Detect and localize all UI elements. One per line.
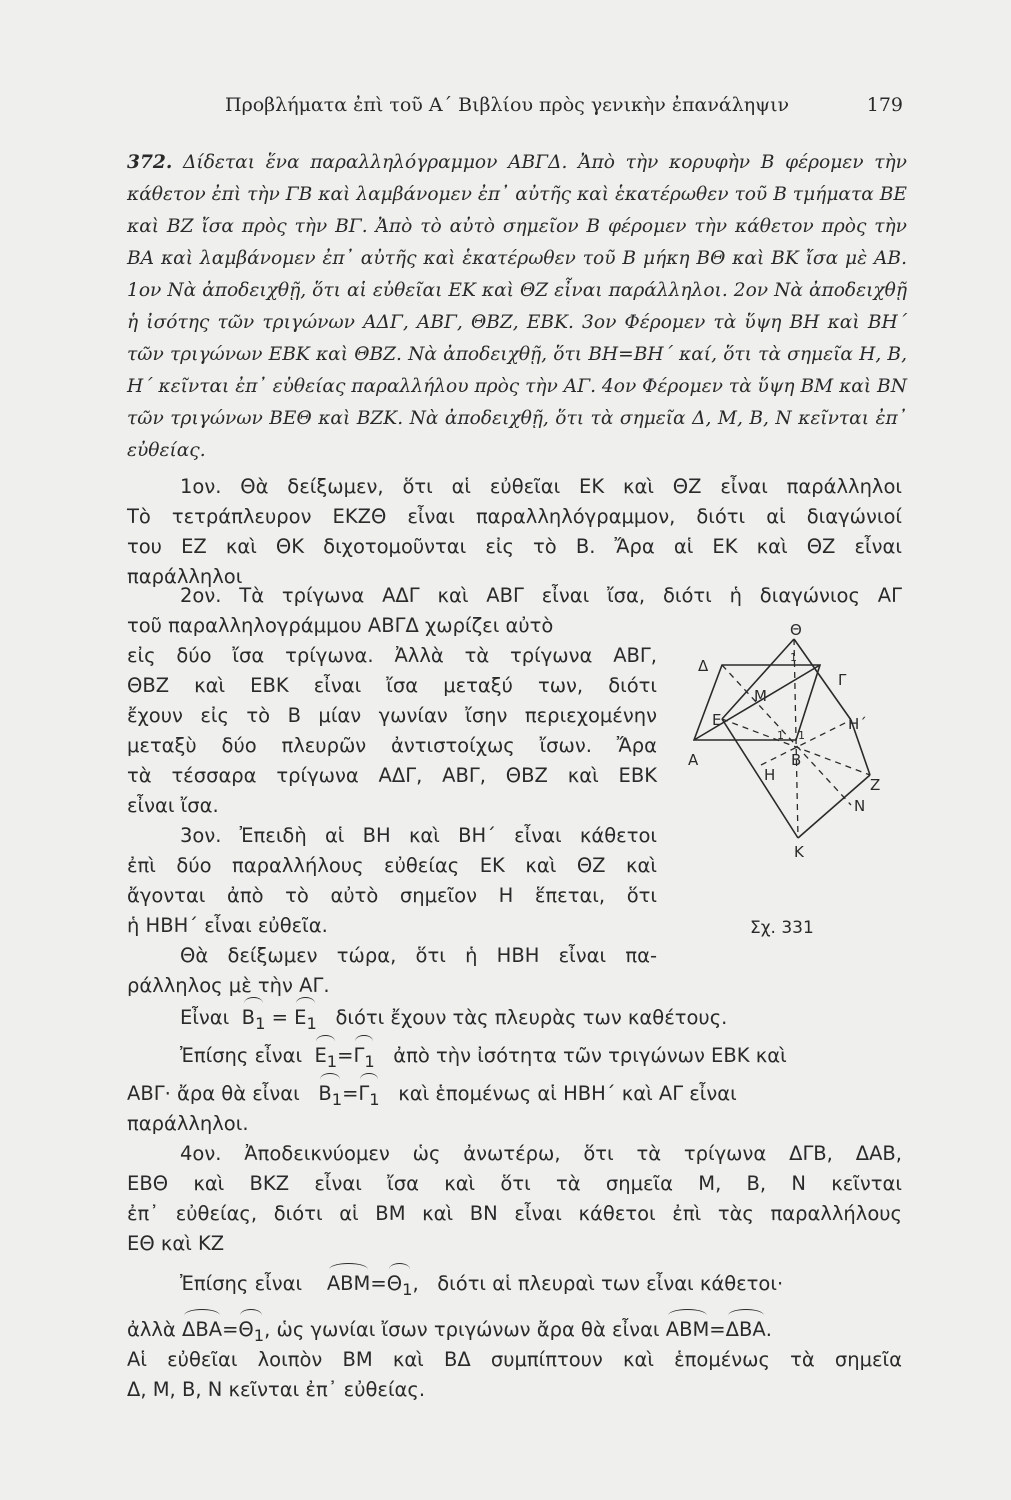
label-sub-1: 1 [777,729,784,742]
label-a: Α [688,751,699,769]
equation-line [180,1006,727,1033]
text-line: παράλληλοι. [127,1112,249,1135]
text-line: ἐπ᾽ εὐθείας, διότι αἱ ΒΜ καὶ ΒΝ εἶναι κάθετοι ἐπὶ τὰς παραλλήλους [127,1202,902,1225]
label-gamma: Γ [838,671,847,689]
eq-post: ἀπὸ τὴν ἰσότητα τῶν τριγώνων ΕΒΚ καὶ [393,1044,787,1067]
label-delta: Δ [698,657,709,675]
label-e: Ε [712,711,722,729]
page-number: 179 [866,94,903,116]
angle-symbol: $\Theta_1$ [386,1272,413,1299]
text-line: 3ον. Ἐπειδὴ αἱ ΒΗ καὶ ΒΗ΄ εἶναι κάθετοι [180,824,657,847]
problem-statement [127,147,907,467]
text-line: παράλληλοι [127,565,243,588]
label-z: Ζ [870,776,881,794]
text-line: 1ον. Θὰ δείξωμεν, ὅτι αἱ εὐθεῖαι ΕΚ καὶ ΘΖ εἶναι παράλληλοι [180,475,902,498]
problem-text: Δίδεται ἕνα παραλληλόγραμμον ΑΒΓΔ. Ἀπὸ τὴν κορυφὴν Β φέρομεν τὴν κάθετον ἐπὶ τὴν ΓΒ καὶ λαμβάνομεν ἐπ᾽ αὐτῆς καὶ ἑκατέρωθεν τοῦ Β τμήματα ΒΕ καὶ ΒΖ ἴσα πρὸς τὴν ΒΓ. Ἀπὸ τὸ αὐτὸ σημεῖον Β φέρομεν τὴν κάθετον πρὸς τὴν ΒΑ καὶ λαμβάνομεν ἐπ᾽ αὐτῆς καὶ ἑκατέρωθεν τοῦ Β μήκη ΒΘ καὶ ΒΚ ἴσα μὲ ΑΒ. 1ον Νὰ ἀποδειχθῇ, ὅτι αἱ εὐθεῖαι ΕΚ καὶ ΘΖ εἶναι παράλληλοι. 2ον Νὰ ἀποδειχθῇ ἡ ἰσότης τῶν τριγώνων ΑΔΓ, ΑΒΓ, ΘΒΖ, ΕΒΚ. 3ον Φέρομεν τὰ ὕψη ΒΗ καὶ ΒΗ΄ τῶν τριγώνων ΕΒΚ καὶ ΘΒΖ. Νὰ ἀποδειχθῇ, ὅτι ΒΗ=ΒΗ΄ καί, ὅτι τὰ σημεῖα Η, Β, Η΄ κεῖνται ἐπ᾽ εὐθείας παραλλήλου πρὸς τὴν ΑΓ. 4ον Φέρομεν τὰ ὕψη ΒΜ καὶ ΒΝ τῶν τριγώνων ΒΕΘ καὶ ΒΖΚ. Νὰ ἀποδειχθῇ, ὅτι τὰ σημεῖα Δ, Μ, Β, Ν κεῖνται ἐπ᾽ εὐθείας. [127,152,907,461]
text-line: μεταξὺ δύο πλευρῶν ἀντιστοίχως ἴσων. Ἄρα [127,734,657,757]
label-h-prime: Η΄ [848,715,867,733]
problem-number: 372. [127,152,173,173]
angle-symbol: $B_1$ [318,1082,343,1109]
equals-sign: = [709,1318,726,1341]
text-line: του ΕΖ καὶ ΘΚ διχοτομοῦνται εἰς τὸ Β. Ἄρα αἱ ΕΚ καὶ ΘΖ εἶναι [127,535,902,558]
label-sub-1: 1 [790,651,797,664]
equals-sign: = [370,1272,387,1295]
equals-sign: = [342,1082,359,1105]
period: . [765,1318,772,1341]
equals-sign: = [271,1006,288,1029]
text-line: τὰ τέσσαρα τρίγωνα ΑΔΓ, ΑΒΓ, ΘΒΖ καὶ ΕΒΚ [127,764,657,787]
eq-post: διότι ἔχουν τὰς πλευρὰς των καθέτους. [335,1006,728,1029]
text-line: ἔχουν εἰς τὸ Β μίαν γωνίαν ἴσην περιεχομένην [127,704,657,727]
label-m: Μ [754,687,767,705]
angle-symbol: $E_1$ [314,1044,338,1071]
text-line: τοῦ παραλληλογράμμου ΑΒΓΔ χωρίζει αὐτὸ [127,614,554,637]
equation-line [127,1318,772,1345]
label-h: Η [764,766,776,784]
angle-symbol: ΔΒΑ [182,1318,223,1341]
text-line: εἶναι ἴσα. [127,794,219,817]
text-line: Τὸ τετράπλευρον ΕΚΖΘ εἶναι παραλληλόγραμμον, διότι αἱ διαγώνιοί [127,505,902,528]
eq-pre: ΑΒΓ· ἄρα θὰ εἶναι [127,1082,300,1105]
eq-pre: Εἶναι [180,1006,230,1029]
line-theta-e [722,639,794,719]
eq-post: καὶ ἑπομένως αἱ ΗΒΗ΄ καὶ ΑΓ εἶναι [398,1082,737,1105]
line-h-h-prime [761,720,851,765]
angle-symbol: $\Theta_1$ [238,1318,265,1345]
eq-mid: , ὡς γωνίαι ἴσων τριγώνων ἄρα θὰ εἶναι [264,1318,660,1341]
equation-line: Ἐπίσης εἶναι $ABM=\Theta_1$, διότι αἱ πλευραὶ των εἶναι κάθετοι· [180,1272,784,1299]
eq-pre: Ἐπίσης εἶναι [180,1044,303,1067]
text-line: 2ον. Τὰ τρίγωνα ΑΔΓ καὶ ΑΒΓ εἶναι ἴσα, διότι ἡ διαγώνιος ΑΓ [180,584,902,607]
text-line: ράλληλος μὲ τὴν ΑΓ. [127,974,330,997]
label-sub-1: 1 [798,729,805,742]
page-header [170,94,903,126]
text-line: Αἱ εὐθεῖαι λοιπὸν ΒΜ καὶ ΒΔ συμπίπτουν καὶ ἑπομένως τὰ σημεῖα [127,1348,902,1371]
angle-symbol: $E_1$ [294,1006,317,1033]
label-n: Ν [854,797,866,815]
label-b: Β [791,751,802,769]
text-line: ΘΒΖ καὶ ΕΒΚ εἶναι ἴσα μεταξύ των, διότι [127,674,657,697]
text-line: 4ον. Ἀποδεικνύομεν ὡς ἀνωτέρω, ὅτι τὰ τρίγωνα ΔΓΒ, ΔΑΒ, [180,1142,902,1165]
equation-line [127,1082,737,1109]
line-d-n [722,665,851,805]
angle-symbol: $B_1$ [241,1006,266,1033]
text-line: ἐπὶ δύο παραλλήλους εὐθείας ΕΚ καὶ ΘΖ καὶ [127,854,657,877]
label-theta: Θ [790,621,802,639]
eq-pre: Ἐπίσης εἶναι [180,1272,303,1295]
angle-symbol: ΑΒΜ [665,1318,710,1341]
eq-post: διότι αἱ πλευραὶ των εἶναι κάθετοι· [437,1272,784,1295]
eq-pre: ἀλλὰ [127,1318,176,1341]
equals-sign: = [337,1044,354,1067]
line-e-k [722,719,798,838]
label-k: Κ [794,843,804,861]
angle-symbol: ΔΒΑ [725,1318,766,1341]
text-line: Θὰ δείξωμεν τώρα, ὅτι ἡ ΗΒΗ εἶναι πα- [180,944,657,967]
angle-symbol: ΑΒΜ [326,1272,371,1295]
text-line: ἡ ΗΒΗ΄ εἶναι εὐθεῖα. [127,914,328,937]
text-line: εἰς δύο ἴσα τρίγωνα. Ἀλλὰ τὰ τρίγωνα ΑΒΓ, [127,644,657,667]
angle-symbol: $\Gamma_1$ [353,1044,375,1071]
equation-line [180,1044,787,1071]
figure-caption: Σχ. 331 [750,918,814,938]
text-line: ΕΒΘ καὶ ΒΚΖ εἶναι ἴσα καὶ ὅτι τὰ σημεῖα Μ, Β, Ν κεῖνται [127,1172,902,1195]
geometry-figure [686,615,916,955]
text-line: ἄγονται ἀπὸ τὸ αὐτὸ σημεῖον Η ἕπεται, ὅτι [127,884,657,907]
equals-sign: = [222,1318,239,1341]
running-title: Προβλήματα ἐπὶ τοῦ Α΄ Βιβλίου πρὸς γενικὴν ἐπανάληψιν [225,94,790,116]
text-line: ΕΘ καὶ ΚΖ [127,1232,225,1255]
angle-symbol: $\Gamma_1$ [358,1082,380,1109]
text-line: Δ, Μ, Β, Ν κεῖνται ἐπ᾽ εὐθείας. [127,1378,426,1401]
